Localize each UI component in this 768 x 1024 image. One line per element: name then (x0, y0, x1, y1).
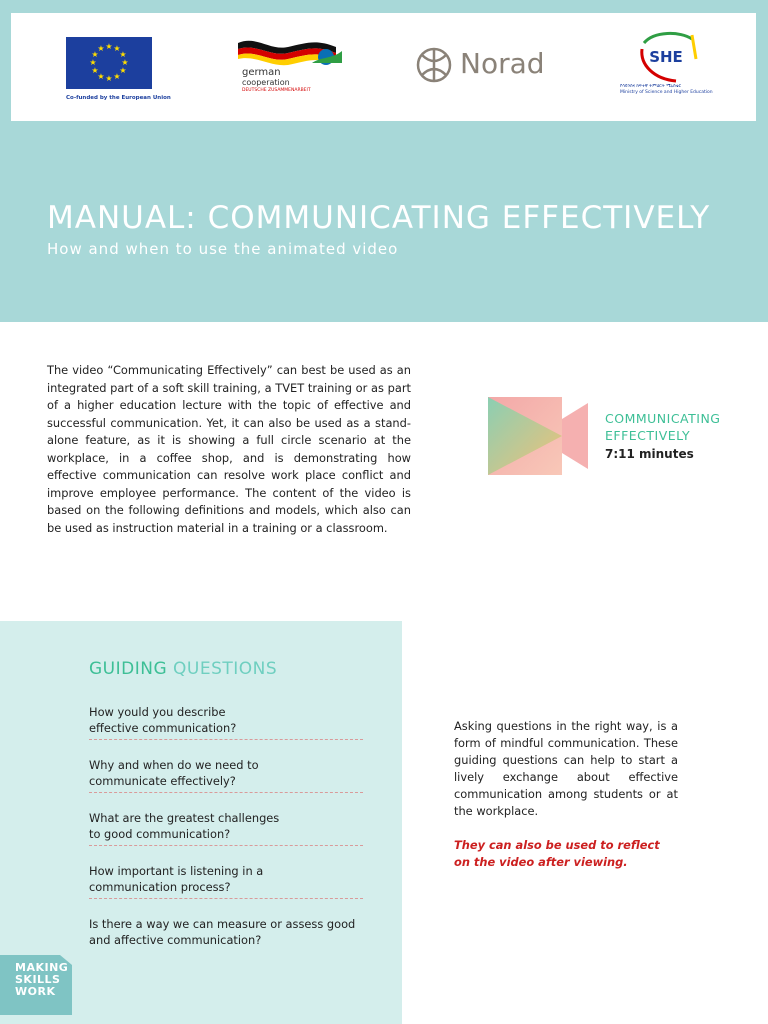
question-item (89, 704, 363, 757)
msw-line-3: WORK (15, 985, 56, 998)
moshe-logo (616, 29, 726, 103)
question-divider (89, 739, 363, 740)
partner-logo-strip (11, 13, 756, 121)
moshe-letters: SHE (649, 48, 683, 66)
page-subtitle: How and when to use the animated video (47, 240, 399, 258)
svg-text:★: ★ (105, 74, 113, 83)
svg-text:★: ★ (89, 58, 97, 67)
svg-text:★: ★ (105, 42, 113, 51)
question-item (89, 757, 363, 810)
german-label-3: DEUTSCHE ZUSAMMENARBEIT (242, 88, 311, 93)
side-highlight-line-1: They can also be used to reflect (454, 838, 660, 852)
question-line: How important is listening in a (89, 864, 264, 878)
moshe-amharic: የሳይንስና ከፍተኛ ትምህርት ሚኒስቴር (620, 84, 682, 89)
video-thumbnail[interactable] (488, 397, 588, 479)
question-line: and affective communication? (89, 933, 262, 947)
norad-logo (416, 39, 556, 91)
svg-text:★: ★ (91, 50, 99, 59)
eu-logo (66, 37, 171, 101)
flag-wave-icon (236, 37, 346, 67)
question-item (89, 863, 363, 916)
video-title (605, 410, 721, 444)
question-divider (89, 845, 363, 846)
svg-text:★: ★ (121, 58, 129, 67)
video-title-line-2: EFFECTIVELY (605, 428, 691, 443)
side-highlight-line-2: on the video after viewing. (454, 855, 628, 869)
moshe-caption: Ministry of Science and Higher Education (620, 90, 713, 95)
question-item (89, 810, 363, 863)
guiding-title-part-2: QUESTIONS (167, 659, 278, 679)
question-line: What are the greatest challenges (89, 811, 280, 825)
german-label-2: cooperation (242, 78, 290, 87)
question-item (89, 916, 363, 952)
video-camera-icon (488, 397, 588, 475)
side-highlight (454, 837, 678, 871)
svg-text:★: ★ (113, 44, 121, 53)
question-divider (89, 792, 363, 793)
question-divider (89, 898, 363, 899)
msw-line-2: SKILLS (15, 973, 61, 986)
side-paragraph: Asking questions in the right way, is a form of mindful communication. These guiding questions can help to start a lively exchange about effective communication among students or at the workplace. (454, 719, 678, 818)
german-label-1: german (242, 67, 281, 78)
intro-paragraph: The video “Communicating Effectively” can best be used as an integrated part of a soft skill training, a TVET training or as part of a higher education lecture with the topic of effective and successful communication. Yet, it can also be used as a stand-alone feature, as it is showing a full circle scenario at the workplace, in a coffee shop, and is demonstrating how effective communication can resolve work place conflict and improve employee performance. The content of the video is based on the following definitions and models, which also can be used as instruction material in a training or a classroom. (47, 363, 411, 535)
question-line: Why and when do we need to (89, 758, 259, 772)
page-title: MANUAL: COMMUNICATING EFFECTIVELY (47, 200, 711, 236)
norad-wordmark: Norad (460, 47, 545, 80)
question-line: How yould you describe (89, 705, 226, 719)
video-title-line-1: COMMUNICATING (605, 411, 721, 426)
video-duration: 7:11 minutes (605, 447, 694, 461)
moshe-emblem-icon (636, 29, 698, 83)
question-line: communication process? (89, 880, 231, 894)
german-cooperation-logo (236, 37, 346, 97)
eu-flag-icon (66, 37, 152, 89)
svg-text:★: ★ (119, 66, 127, 75)
question-line: communicate effectively? (89, 774, 236, 788)
guiding-title-part-1: GUIDING (89, 659, 168, 679)
eu-caption: Co-funded by the European Union (66, 95, 171, 101)
svg-text:★: ★ (113, 72, 121, 81)
question-line: to good communication? (89, 827, 231, 841)
norad-emblem-icon (416, 39, 452, 91)
making-skills-work-logo (15, 962, 68, 998)
question-line: effective communication? (89, 721, 237, 735)
question-list (89, 704, 363, 952)
svg-text:★: ★ (97, 44, 105, 53)
svg-text:★: ★ (119, 50, 127, 59)
guiding-questions-title (89, 659, 277, 679)
svg-text:★: ★ (97, 72, 105, 81)
msw-line-1: MAKING (15, 961, 69, 974)
question-line: Is there a way we can measure or assess good (89, 917, 356, 931)
svg-text:★: ★ (91, 66, 99, 75)
